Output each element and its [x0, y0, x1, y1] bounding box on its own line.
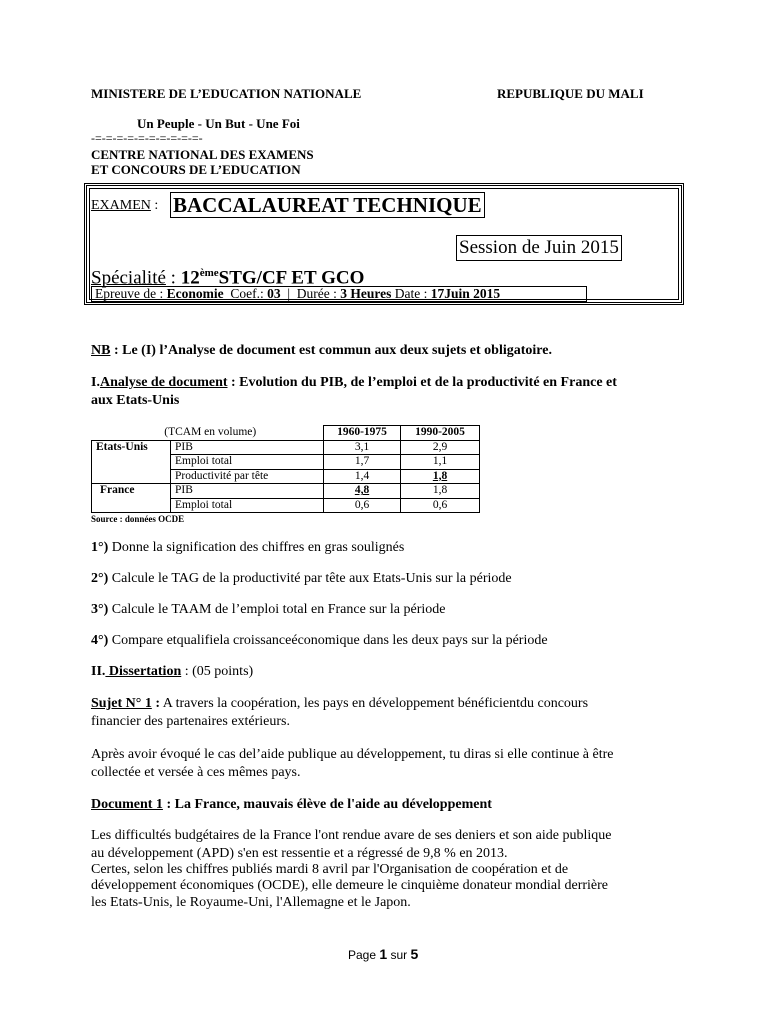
question-4: 4°) Compare etqualifiela croissanceéconomique dans les deux pays sur la période	[91, 633, 548, 648]
duree-value: 3 Heures	[340, 286, 392, 301]
table-row: Emploi total 1,7 1,1	[92, 455, 480, 470]
specialite-num: 12	[180, 267, 200, 289]
section1-title: I.Analyse de document : Evolution du PIB, de l’emploi et de la productivité en France et	[91, 375, 617, 390]
epreuve-row: Epreuve de : Economie Coef.: 03 | Durée : 3 Heures Date : 17Juin 2015	[91, 286, 587, 302]
question-3: 3°) Calcule le TAAM de l’emploi total en France sur la période	[91, 602, 446, 617]
highlight-value-us: 1,8	[401, 469, 480, 484]
question-2: 2°) Calcule le TAG de la productivité par tête aux Etats-Unis sur la période	[91, 571, 512, 586]
sujet1-label: Sujet N° 1	[91, 696, 152, 711]
specialite-row: Spécialité : 12èmeSTG/CF ET GCO	[91, 267, 365, 289]
document1-line: Les difficultés budgétaires de la France l'ont rendue avare de ses deniers et son aide publique	[91, 828, 612, 843]
section2-title: II. Dissertation : (05 points)	[91, 664, 254, 679]
motto: Un Peuple - Un But - Une Foi	[137, 116, 300, 131]
exam-label-row: EXAMEN :	[91, 198, 159, 213]
exam-center-line2: ET CONCOURS DE L’EDUCATION	[91, 162, 301, 177]
table-row: France PIB 4,8 1,8	[92, 484, 480, 499]
page-footer: Page 1 sur 5	[348, 946, 419, 962]
section1-title-line2: aux Etats-Unis	[91, 393, 180, 408]
table-row: Emploi total 0,6 0,6	[92, 498, 480, 513]
exam-center-line1: CENTRE NATIONAL DES EXAMENS	[91, 147, 314, 162]
document1-line: Certes, selon les chiffres publiés mardi 8 avril par l'Organisation de coopération et de	[91, 862, 569, 877]
exam-title: BACCALAUREAT TECHNIQUE	[170, 192, 485, 218]
table-col2: 1990-2005	[401, 426, 480, 441]
ministry-title: MINISTERE DE L’EDUCATION NATIONALE	[91, 86, 362, 101]
table-caption: (TCAM en volume)	[164, 425, 257, 438]
document1-line: les Etats-Unis, le Royaume-Uni, l'Allemagne et le Japon.	[91, 895, 411, 910]
specialite-value: STG/CF ET GCO	[218, 267, 365, 289]
document1-line: au développement (APD) s'en est ressentie et a régressé de 9,8 % en 2013.	[91, 846, 508, 861]
document1-title: Document 1 : La France, mauvais élève de l'aide au développement	[91, 797, 492, 812]
table-header-row	[92, 426, 480, 441]
highlight-value-fr: 4,8	[324, 484, 401, 499]
table-row: Productivité par tête 1,4 1,8	[92, 469, 480, 484]
nb-label: NB	[91, 343, 111, 358]
specialite-label: Spécialité	[91, 267, 166, 289]
table-row: Etats-Unis PIB 3,1 2,9	[92, 440, 480, 455]
nb-line: NB : Le (I) l’Analyse de document est commun aux deux sujets et obligatoire.	[91, 343, 552, 358]
exam-label: EXAMEN	[91, 198, 151, 213]
session-label: Session de Juin 2015	[456, 235, 622, 261]
consigne-line2: collectée et versée à ces mêmes pays.	[91, 765, 301, 780]
table-source: Source : données OCDE	[91, 514, 185, 524]
table-col1: 1960-1975	[324, 426, 401, 441]
epreuve-value: Economie	[166, 286, 224, 301]
page-number: 1	[379, 946, 388, 962]
question-1: 1°) Donne la signification des chiffres en gras soulignés	[91, 540, 405, 555]
coef-value: 03	[267, 286, 281, 301]
separator: -=-=-=-=-=-=-=-=-=-=-	[91, 131, 203, 145]
sujet1-line1: Sujet N° 1 : A travers la coopération, les pays en développement bénéficientdu concours	[91, 696, 589, 711]
republic-title: REPUBLIQUE DU MALI	[497, 86, 644, 101]
date-value: 17Juin 2015	[430, 286, 501, 301]
sujet1-line2: financier des partenaires extérieurs.	[91, 714, 291, 729]
tcam-table	[91, 425, 480, 513]
specialite-sup: ème	[199, 267, 219, 279]
page-total: 5	[410, 946, 419, 962]
consigne-line1: Après avoir évoqué le cas del’aide publique au développement, tu diras si elle continue à être	[91, 747, 614, 762]
document1-line: développement économiques (OCDE), elle demeure le cinquième donateur mondial derrière	[91, 878, 609, 893]
